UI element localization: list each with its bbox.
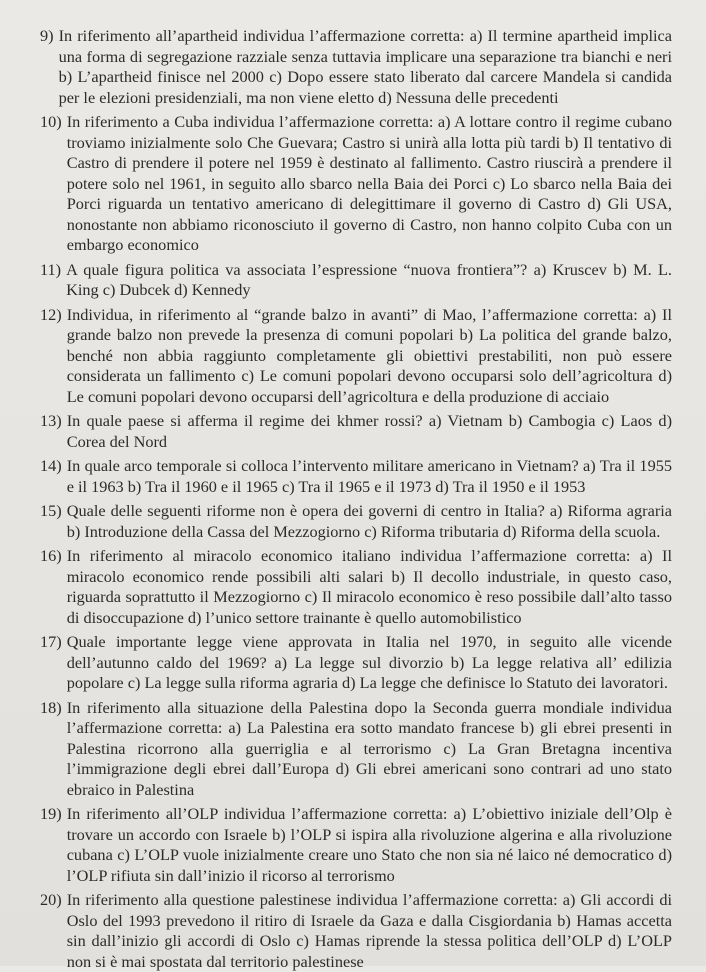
question-text: In riferimento all’OLP individua l’affermazione corretta: a) L’obiettivo iniziale dell’Olp è trovare un accordo con Israele b) l’OLP si ispira alla rivoluzione algerina e alla rivoluzione cubana c) L’OLP vuole inizialmente creare uno Stato che non sia né laico né democratico d) l’OLP rifiuta sin dall’inizio il ricorso al terrorismo <box>66 804 672 885</box>
question-text: Individua, in riferimento al “grande balzo in avanti” di Mao, l’affermazione corretta: a) Il grande balzo non prevede la presenza di comuni popolari b) La politica del grande balzo, benché non abbia raggiunto completamente gli obiettivi prestabiliti, non può essere considerata un fallimento c) Le comuni popolari devono occuparsi solo dell’agricoltura d) Le comuni popolari devono occuparsi dell’agricoltura e della produzione di acciaio <box>66 304 672 406</box>
question-text: In riferimento alla questione palestinese individua l’affermazione corretta: a) Gli accordi di Oslo del 1993 prevedono il ritiro di Israele da Gaza e dalla Cisgiordania b) Hamas accetta sin dall’inizio gli accordi di Oslo c) Hamas riprende la stessa politica dell’OLP d) L’OLP non si è mai spostata dal territorio palestinese <box>66 890 672 971</box>
question-text: Quale importante legge viene approvata in Italia nel 1970, in seguito alle vicende dell’autunno caldo del 1969? a) La legge sul divorzio b) La legge relativa all’ edilizia popolare c) La legge sulla riforma agraria d) La legge che definisce lo Statuto dei lavoratori. <box>66 632 672 692</box>
question-13 <box>40 411 672 452</box>
question-number: 12) <box>40 304 62 324</box>
question-number: 18) <box>40 697 62 717</box>
question-text: In quale arco temporale si colloca l’intervento militare americano in Vietnam? a) Tra il 1955 e il 1963 b) Tra il 1960 e il 1965 c) Tra il 1965 e il 1973 d) Tra il 1950 e il 1953 <box>66 456 672 496</box>
question-text: In riferimento al miracolo economico italiano individua l’affermazione corretta: a) Il miracolo economico rende possibili alti salari b) Il decollo industriale, in questo caso, riguarda soprattutto il Mezzogiorno c) Il miracolo economico è reso possibile dall’alto tasso di disoccupazione d) l’unico settore trainante è quello automobilistico <box>66 546 672 627</box>
question-number: 14) <box>40 456 62 475</box>
question-number: 20) <box>40 890 62 909</box>
question-number: 9) <box>40 26 54 45</box>
question-20 <box>40 890 672 972</box>
question-16 <box>40 546 672 628</box>
question-10 <box>40 112 672 256</box>
question-number: 17) <box>40 632 62 651</box>
question-text: In riferimento all’apartheid individua l’affermazione corretta: a) Il termine apartheid implica una forma di segregazione razziale senza tuttavia implicare una separazione tra bianchi e neri b) L’apartheid finisce nel 2000 c) Dopo essere stato liberato dal carcere Mandela si candida per le elezioni presidenziali, ma non viene eletto d) Nessuna delle precedenti <box>58 26 672 107</box>
question-12 <box>40 305 672 408</box>
question-14 <box>40 456 672 497</box>
question-17 <box>40 632 672 694</box>
question-18 <box>40 698 672 801</box>
question-19 <box>40 804 672 886</box>
question-number: 16) <box>40 546 62 565</box>
question-text: In riferimento a Cuba individua l’affermazione corretta: a) A lottare contro il regime cubano troviamo inizialmente solo Che Guevara; Castro si unirà alla lotta più tardi b) Il tentativo di Castro di prendere il potere nel 1959 è destinato al fallimento. Castro riuscirà a prendere il potere solo nel 1961, in seguito allo sbarco nella Baia dei Porci c) Lo sbarco nella Baia dei Porci riguarda un tentativo americano di delegittimare il governo di Castro d) Gli USA, nonostante non abbiamo riconosciuto il governo di Castro, non hanno colpito Cuba con un embargo economico <box>66 112 672 254</box>
question-number: 11) <box>40 259 62 279</box>
question-text: In quale paese si afferma il regime dei khmer rossi? a) Vietnam b) Cambogia c) Laos d) Corea del Nord <box>66 411 672 451</box>
question-text: In riferimento alla situazione della Palestina dopo la Seconda guerra mondiale individua l’affermazione corretta: a) La Palestina era sotto mandato francese b) gli ebrei presenti in Palestina ricorrono alla guerriglia e al terrorismo c) La Gran Bretagna incentiva l’immigrazione degli ebrei dall’Europa d) Gli ebrei americani sono contrari ad uno stato ebraico in Palestina <box>66 697 672 799</box>
question-number: 13) <box>40 411 62 430</box>
question-number: 19) <box>40 804 62 823</box>
question-9 <box>40 26 672 108</box>
question-11 <box>40 260 672 301</box>
question-number: 15) <box>40 501 62 520</box>
question-15 <box>40 501 672 542</box>
question-text: Quale delle seguenti riforme non è opera dei governi di centro in Italia? a) Riforma agraria b) Introduzione della Cassa del Mezzogiorno c) Riforma tributaria d) Riforma della scuola. <box>66 501 672 541</box>
question-text: A quale figura politica va associata l’espressione “nuova frontiera”? a) Kruscev b) M. L. King c) Dubcek d) Kennedy <box>66 259 672 299</box>
question-number: 10) <box>40 112 62 131</box>
